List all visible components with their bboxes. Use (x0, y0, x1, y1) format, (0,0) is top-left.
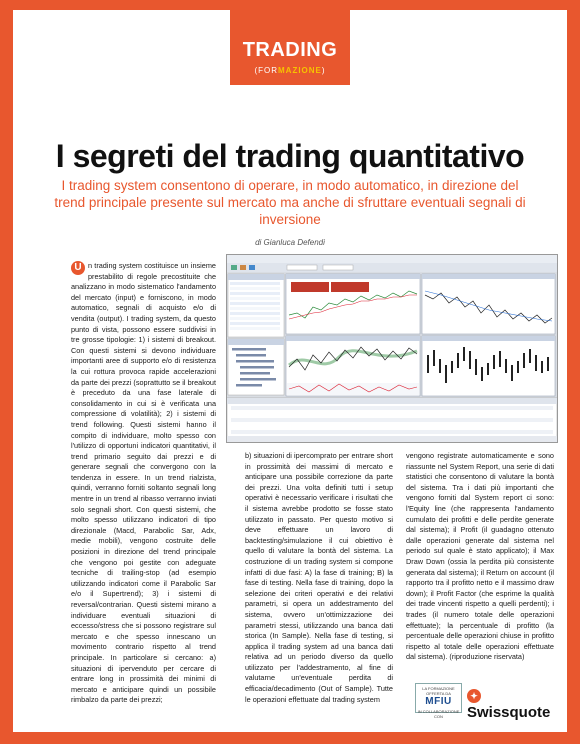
chart-window-1 (286, 274, 420, 334)
text-column-1 (71, 261, 216, 706)
swissquote-mark-icon: ✦ (467, 689, 481, 703)
text-column-2 (245, 451, 393, 705)
column-1-text: n trading system costituisce un insieme prestabilito di regole precostituite che analizzano in modo sistematico l'andamento del mercato (input) e forniscono, in modo automatico, segnali di acquisto e/o di vendita (output). I trading system, da questo punto di vista, possono essere suddivisi in tre grosse tipologie: 1) i sistemi di breakout. Con questi sistemi si devono individuare importanti aree di supporto e/o di resistenza la cui rottura provoca rapide accelerazioni da parte dei prezzi (soprattutto se il breakout è preceduto da una fase laterale di consolidamento in cui si è verificata una compressione di volatilità); 2) i sistemi di trend following. Questi sistemi hanno il compito di individuare, molto spesso con l'utilizzo di opportuni indicatori quantitativi, il trend primario seguito dai prezzi e di generare segnali che convergono con la tendenza in essere. In un trend rialzista, quindi, verranno forniti soltanto segnali long mentre in un trend al ribasso verranno inviati solo segnali short. Con questi sistemi, che molto spesso utilizzano indicatori di tipo direzionale (Macd, Parabolic Sar, Adx, medie mobili), vengono costruite delle posizioni in direzione del trend principale che vengono poi gestite con adeguate tecniche di trailing-stop (ad esempio utilizzando indicatori come il Parabolic Sar e/o il Supertrend); 3) i sistemi di reversal/contrarian. Questi sistemi mirano a individuare eventuali situazioni di eccesso/stress che si possono registrare sul mercato e che spesso innescano un movimento contrario rispetto al trend principale. In particolare si cercano: a) situazioni di ipervenduto per cercare di entrare long in prossimità dei minimi di mercato e anticipare quindi un possibile rimbalzo da parte dei prezzi; (71, 261, 216, 705)
section-sublabel: (FORMAZIONE) (254, 66, 326, 75)
drop-cap: U (71, 261, 85, 275)
chart-window-4 (422, 336, 555, 396)
column-3-text: vengono registrate automaticamente e sono riassunte nel System Report, una serie di dati statistici che consentono di valutare la bontà del sistema. Tra i dati più importanti che vengono forniti dal System report ci sono: l'Equity line (che rappresenta l'andamento cumulato dei profitti e delle perdite generate dal sistema); il Profit (il guadagno ottenuto dalle operazioni generate dal sistema nel periodo sul quale è stato applicato); il Max Draw Down (ossia la perdita più consistente generata dal sistema); il Return on account (il rapporto tra il profitto netto e il massimo draw down); il Profit Factor (che esprime la qualità dei trade vincenti rispetto a quelli perdenti); i trades (il numero totale delle operazioni effettuate); la percentuale di profitto (la percentuale delle operazioni chiuse in profitto rispetto al totale delle operazioni effettuate dal sistema). (riproduzione riservata) (406, 451, 554, 662)
trading-platform-screenshot (226, 254, 558, 443)
column-2-text: b) situazioni di ipercomprato per entrare short in prossimità dei massimi di mercato e anticipare una possibile correzione da parte dei prezzi. Una volta definiti tutti i setup operativi è necessario verificare i risultati che il sistema avrebbe prodotto se fosse stato utilizzato in passato. Per questo motivo si deve effettuare un lavoro di backtesting/simulazione il cui obiettivo è quello di valutare la bontà del sistema. La costruzione di un trading system si compone infatti di due fasi: A) la fase di training; B) la fase di testing. Nella fase di training, dopo la selezione dei criteri operativi e dei relativi parametri, si opera un addestramento del sistema, ovvero un'ottimizzazione dei parametri stessi, utilizzando una banca dati storica (In Sample). Nella fase di testing, si applica il trading system ad una banca dati relativa ad un periodo diverso da quello utilizzato per l'addestramento, al fine di valutarne un'eventuale perdita di efficacia/decadimento (Out of Sample). Tutte le operazioni effettuate dal trading system (245, 451, 393, 704)
author-byline: di Gianluca Defendi (255, 238, 325, 247)
chart-window-2 (422, 274, 555, 334)
article-title: I segreti del trading quantitativo (55, 138, 525, 174)
section-tab (230, 10, 350, 85)
mfiu-logo: LA FORMAZIONE OFFERTA DA MFIU IN COLLABORAZIONE CON (415, 683, 462, 713)
platform-chart-graphic (227, 255, 557, 442)
sponsor-logos (415, 683, 555, 721)
swissquote-logo: ✦Swissquote (467, 691, 551, 721)
article-subtitle: I trading system consentono di operare, in modo automatico, in direzione del trend principale presente sul mercato ma anche di sfruttare eventuali segnali di inversione (54, 178, 526, 227)
section-label: TRADING (242, 39, 338, 61)
page (13, 10, 567, 732)
toolbar-icons (231, 265, 353, 270)
text-column-3 (406, 451, 554, 663)
chart-window-3 (286, 336, 420, 396)
